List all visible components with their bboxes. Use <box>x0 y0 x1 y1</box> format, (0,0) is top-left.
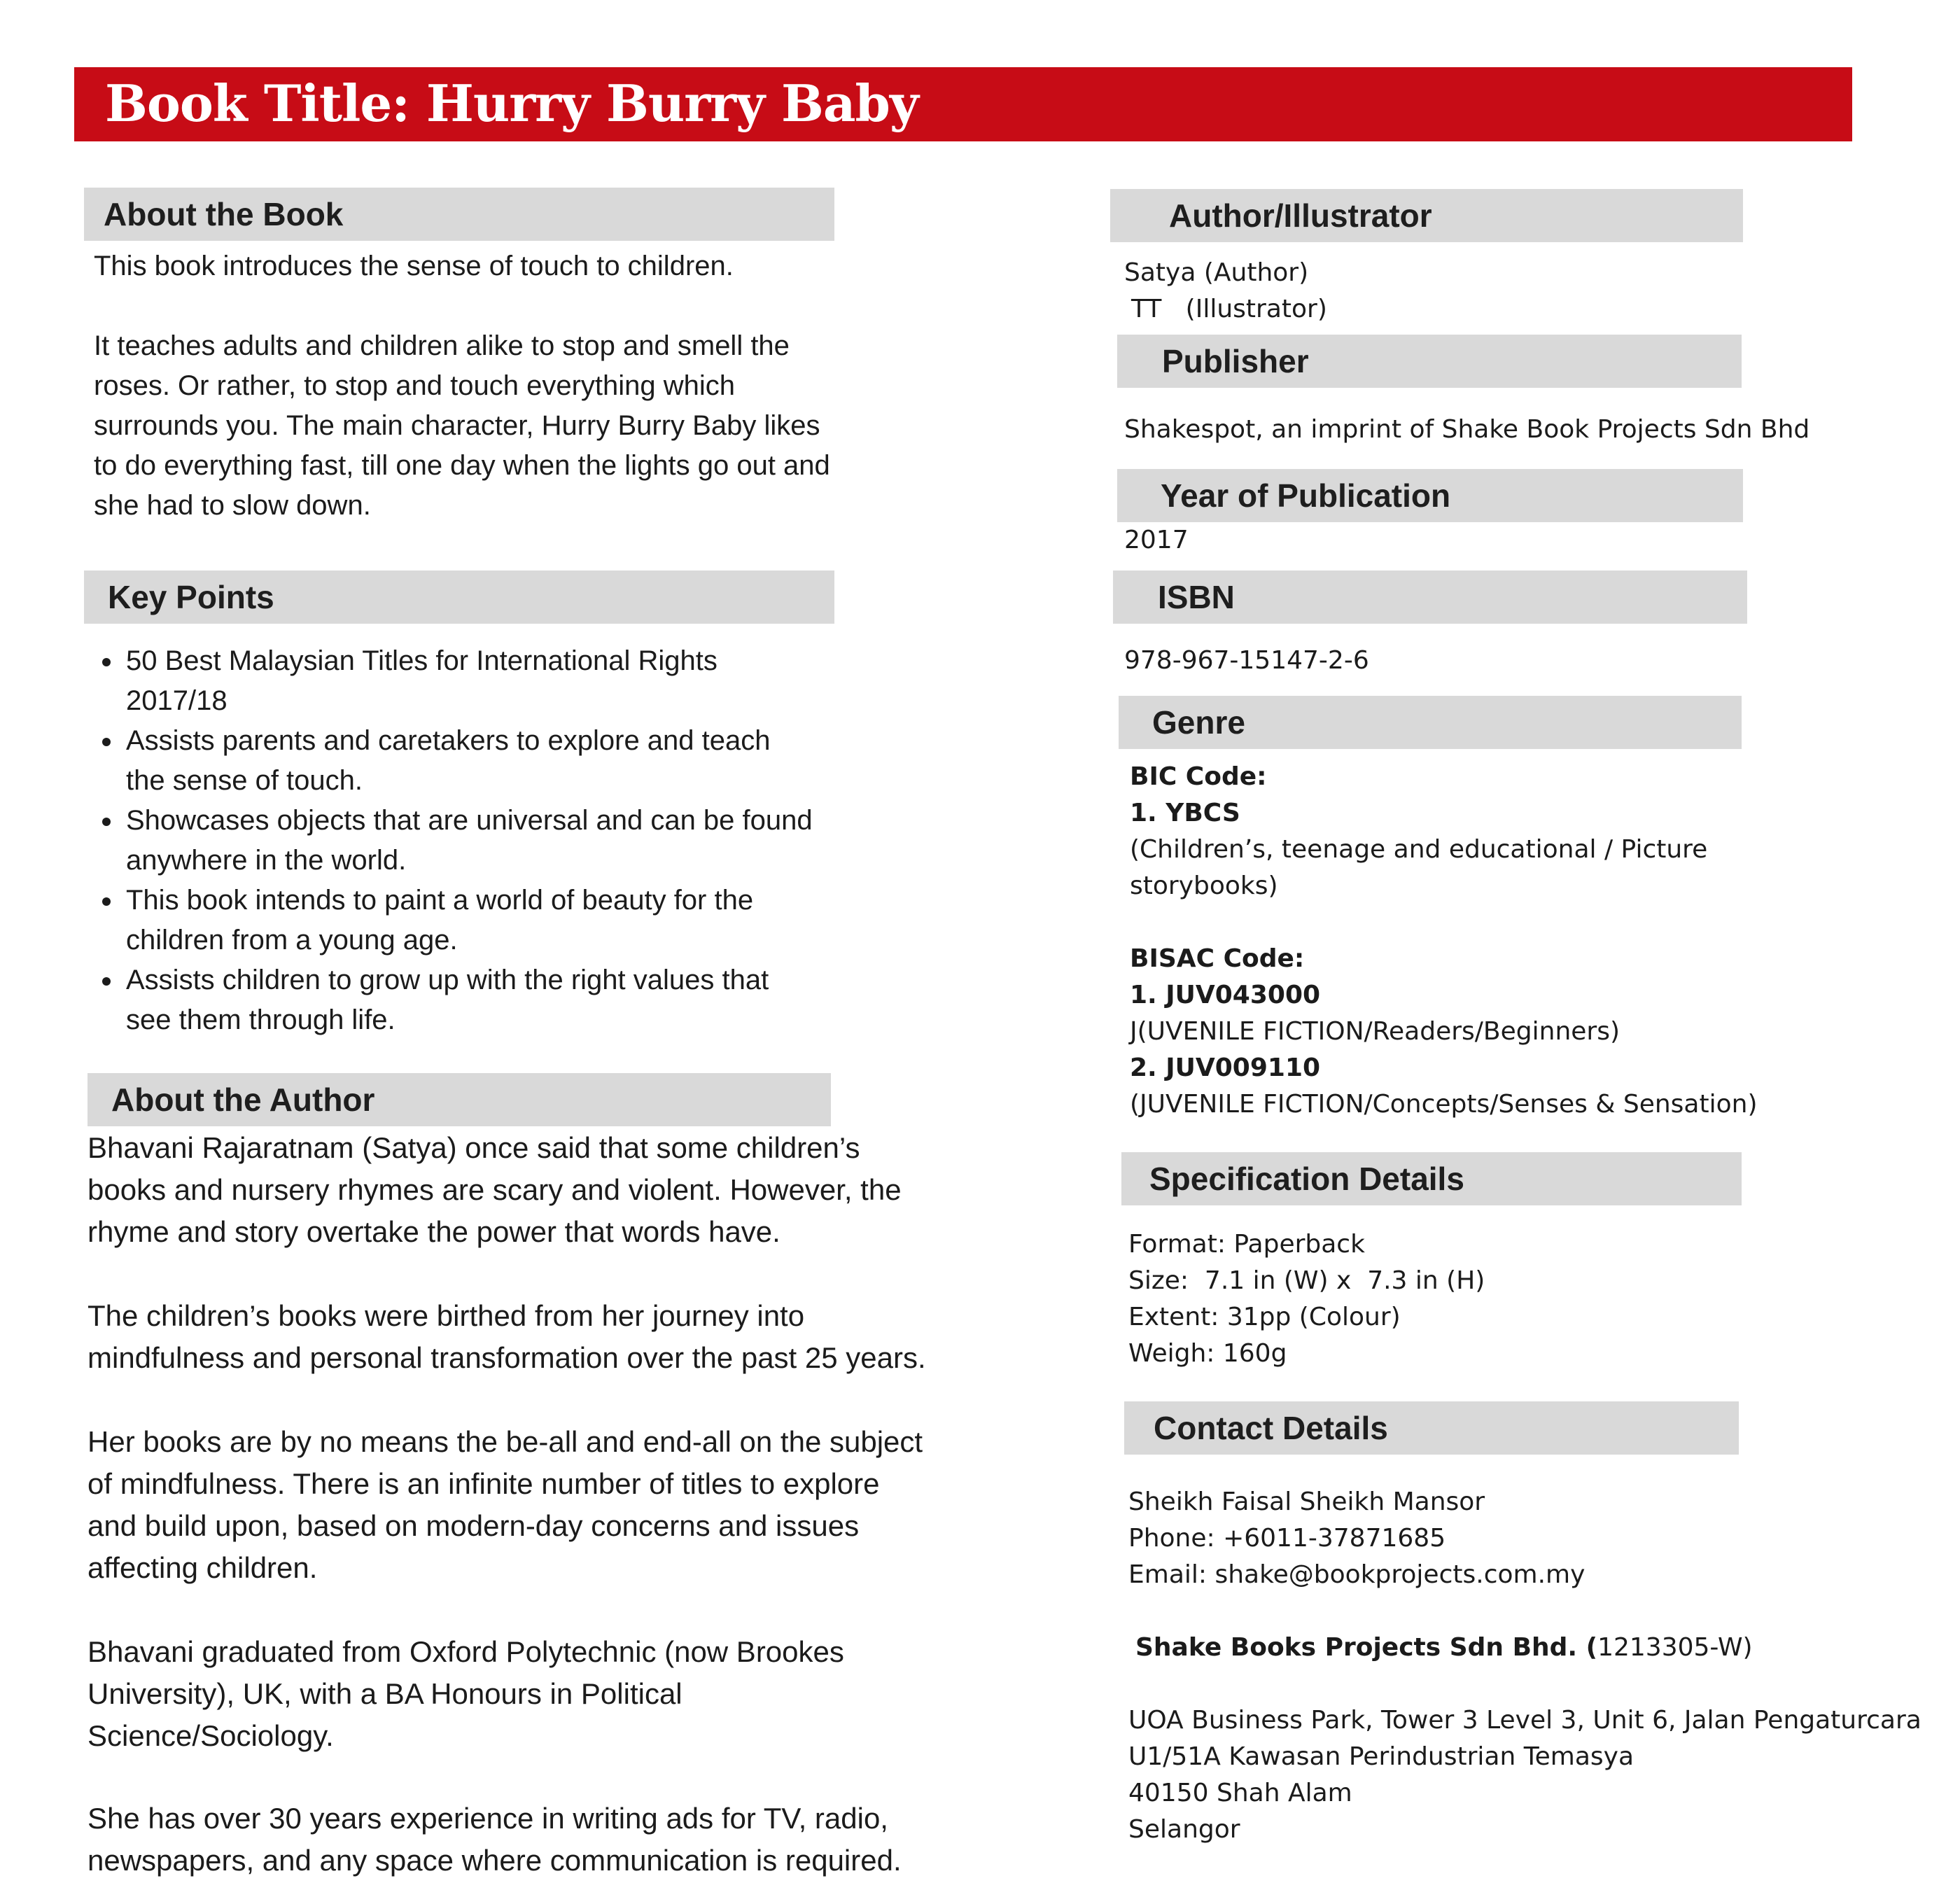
address-line: Selangor <box>1128 1815 1240 1844</box>
contact-name: Sheikh Faisal Sheikh Mansor <box>1128 1488 1485 1516</box>
about-author-heading: About the Author <box>111 1082 375 1118</box>
bic-description: (Children’s, teenage and educational / Picture <box>1130 835 1708 864</box>
about-book-line: surrounds you. The main character, Hurry Burry Baby likes <box>94 410 820 441</box>
size-value: Size: 7.1 in (W) x 7.3 in (H) <box>1128 1266 1485 1295</box>
address-line: U1/51A Kawasan Perindustrian Temasya <box>1128 1742 1634 1771</box>
bullet-icon <box>102 658 111 666</box>
key-points-heading: Key Points <box>108 579 274 615</box>
bullet-icon <box>102 977 111 986</box>
contact-email: Email: shake@bookprojects.com.my <box>1128 1560 1586 1589</box>
bullet-icon <box>102 818 111 826</box>
illustrator-name: TT (Illustrator) <box>1131 295 1327 323</box>
bullet-icon <box>102 738 111 746</box>
publisher-heading: Publisher <box>1162 343 1309 379</box>
about-book-text <box>94 246 734 286</box>
bic-code: 1. YBCS <box>1130 799 1240 827</box>
contact-header <box>1124 1401 1739 1455</box>
about-author-paragraph: Bhavani Rajaratnam (Satya) once said that some children’s books and nursery rhymes are scary and violent. However, the rhyme and story overtake the power that words have. <box>88 1131 902 1248</box>
list-item: Showcases objects that are universal and can be found anywhere in the world. <box>94 801 813 881</box>
isbn-heading: ISBN <box>1158 579 1235 615</box>
author-illustrator-header <box>1110 189 1743 242</box>
genre-heading: Genre <box>1152 704 1245 741</box>
list-item: Assists parents and caretakers to explore and teach the sense of touch. <box>94 721 813 801</box>
author-illustrator-heading: Author/Illustrator <box>1169 197 1432 234</box>
about-book-line: she had to slow down. <box>94 490 371 521</box>
bisac-description: (JUVENILE FICTION/Concepts/Senses & Sensation) <box>1130 1090 1758 1119</box>
author-name: Satya (Author) <box>1124 258 1309 287</box>
year-header <box>1117 469 1743 522</box>
bic-label: BIC Code: <box>1130 762 1267 791</box>
list-item: 50 Best Malaysian Titles for International Rights 2017/18 <box>94 641 813 721</box>
about-book-line: roses. Or rather, to stop and touch everything which <box>94 370 736 401</box>
about-author-paragraph: She has over 30 years experience in writing ads for TV, radio, newspapers, and any space where communication is required. <box>88 1802 902 1877</box>
about-book-line: to do everything fast, till one day when the lights go out and <box>94 450 830 481</box>
company-name: Shake Books Projects Sdn Bhd. (1213305-W) <box>1135 1633 1753 1662</box>
about-book-line: It teaches adults and children alike to stop and smell the <box>94 330 790 361</box>
bisac-code: 2. JUV009110 <box>1130 1054 1321 1082</box>
key-points-header <box>84 570 834 624</box>
bisac-code: 1. JUV043000 <box>1130 981 1321 1009</box>
publisher-header <box>1117 335 1742 388</box>
publisher-text <box>1124 412 1809 448</box>
bisac-description: J(UVENILE FICTION/Readers/Beginners) <box>1130 1017 1620 1046</box>
about-book-line: This book introduces the sense of touch to children. <box>94 251 734 281</box>
year-value: 2017 <box>1124 526 1189 554</box>
about-book-header <box>84 188 834 241</box>
specification-header <box>1121 1152 1742 1205</box>
extent-value: Extent: 31pp (Colour) <box>1128 1303 1401 1331</box>
bic-description: storybooks) <box>1130 872 1278 900</box>
about-book-heading: About the Book <box>104 196 344 232</box>
isbn-header <box>1113 570 1747 624</box>
format-value: Format: Paperback <box>1128 1230 1365 1259</box>
title-banner <box>74 67 1852 141</box>
contact-heading: Contact Details <box>1154 1410 1388 1446</box>
about-book-paragraph <box>94 326 830 526</box>
publisher-value: Shakespot, an imprint of Shake Book Projects Sdn Bhd <box>1124 415 1810 444</box>
address-line: UOA Business Park, Tower 3 Level 3, Unit 6, Jalan Pengaturcara <box>1128 1706 1921 1735</box>
key-points-list <box>94 641 813 1040</box>
contact-phone: Phone: +6011-37871685 <box>1128 1524 1446 1553</box>
isbn-value: 978-967-15147-2-6 <box>1124 646 1369 675</box>
weight-value: Weigh: 160g <box>1128 1339 1287 1368</box>
address-line: 40150 Shah Alam <box>1128 1779 1352 1807</box>
genre-header <box>1119 696 1742 749</box>
about-author-paragraph: The children’s books were birthed from her journey into mindfulness and personal transformation over the past 25 years. <box>88 1299 926 1374</box>
genre-text <box>1130 759 1757 1123</box>
list-item: This book intends to paint a world of beauty for the children from a young age. <box>94 881 813 960</box>
book-title: Book Title: Hurry Burry Baby <box>105 74 918 133</box>
bisac-label: BISAC Code: <box>1130 944 1305 973</box>
specification-heading: Specification Details <box>1149 1161 1464 1197</box>
bullet-icon <box>102 897 111 906</box>
specification-text <box>1128 1226 1485 1372</box>
isbn-text <box>1124 643 1369 679</box>
year-heading: Year of Publication <box>1161 477 1451 514</box>
contact-text <box>1128 1484 1921 1848</box>
year-text <box>1124 522 1189 559</box>
author-illustrator-text <box>1124 255 1327 328</box>
about-author-paragraph: Bhavani graduated from Oxford Polytechnic (now Brookes University), UK, with a BA Honours in Political Science/Sociology. <box>88 1635 844 1752</box>
about-author-paragraph: Her books are by no means the be-all and end-all on the subject of mindfulness. There is an infinite number of titles to explore and build upon, based on modern-day concerns and issues affecting children. <box>88 1425 923 1584</box>
about-author-header <box>88 1073 831 1126</box>
list-item: Assists children to grow up with the right values that see them through life. <box>94 960 813 1040</box>
